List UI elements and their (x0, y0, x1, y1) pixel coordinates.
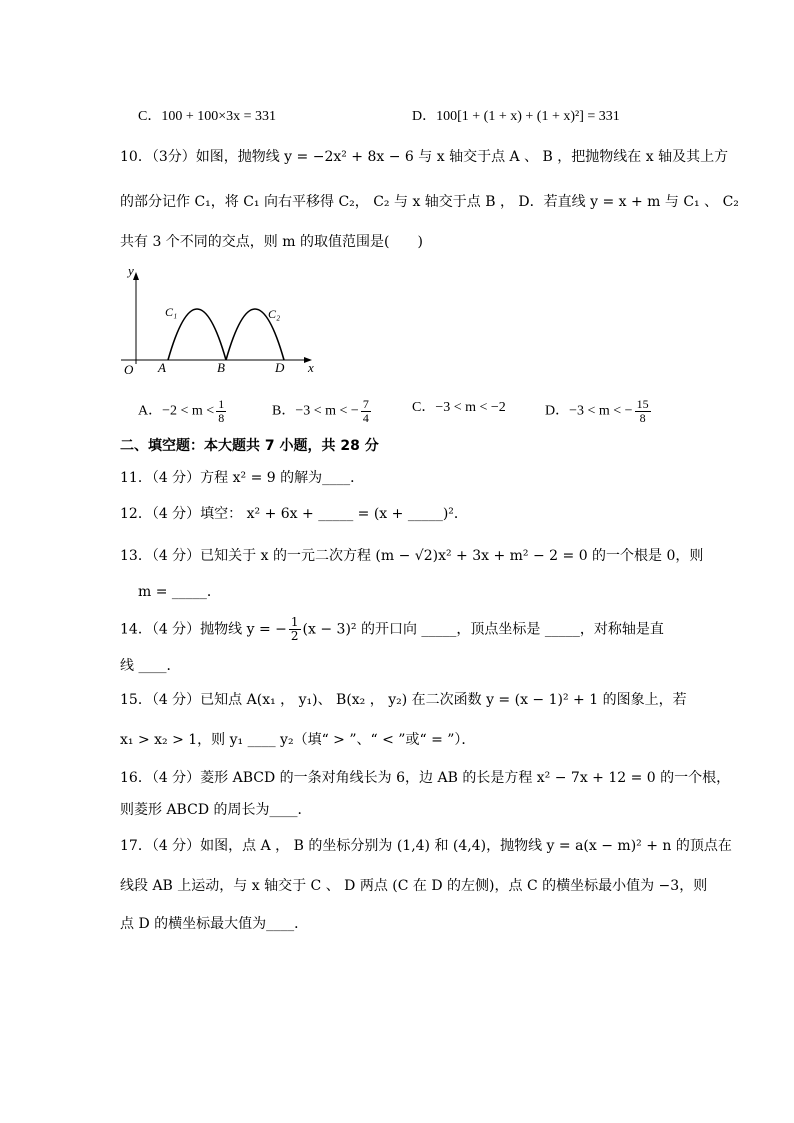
q9-option-d: D．100[1 + (1 + x) + (1 + x)²] = 331 (412, 109, 620, 124)
q17-line2: 线段 AB 上运动，与 x 轴交于 C 、 D 两点 (C 在 D 的左侧)，点 C 的横坐标最小值为 −3，则 (120, 878, 708, 894)
q17-line3: 点 D 的横坐标最大值为____． (120, 916, 309, 932)
q10-option-d: D．−3 < m < − $\frac{15}{8}$ (545, 397, 649, 425)
q10-option-a: A．−2 < m < $\frac{1}{8}$ (138, 397, 225, 425)
q11-text: 11．（4 分）方程 x² = 9 的解为____． (120, 470, 365, 486)
q10-option-c: C．−3 < m < −2 (412, 400, 506, 415)
q16-line1: 16．（4 分）菱形 ABCD 的一条对角线长为 6，边 AB 的长是方程 x² − 7x + 12 = 0 的一个根， (120, 770, 731, 786)
c1-label: C₁ (165, 305, 178, 319)
q10-parabola-figure (118, 262, 318, 382)
x-axis-label: x (308, 360, 314, 375)
q17-line1: 17．（4 分）如图，点 A ， B 的坐标分别为 (1,4) 和 (4,4)，抛物线 y = a(x − m)² + n 的顶点在 (120, 838, 732, 854)
q16-line2: 则菱形 ABCD 的周长为____． (120, 802, 312, 818)
y-axis-label: y (128, 263, 134, 278)
q12-text: 12．（4 分）填空： x² + 6x + _____ = (x + _____)²． (120, 506, 468, 522)
q15-line2: x₁ > x₂ > 1，则 y₁ ____ y₂（填“ > ”、“ < ”或“ = ”）． (120, 732, 476, 748)
q10-stem-line1: 10．（3分）如图，抛物线 y = −2x² + 8x − 6 与 x 轴交于点 A 、 B ，把抛物线在 x 轴及其上方 (120, 149, 729, 165)
q14-line2: 线 ____． (120, 658, 181, 674)
q13-line1: 13．（4 分）已知关于 x 的一元二次方程 (m − √2)x² + 3x + m² − 2 = 0 的一个根是 0，则 (120, 548, 704, 564)
q10-option-b: B．−3 < m < − $\frac{7}{4}$ (272, 397, 369, 425)
q9-option-c: C．100 + 100×3x = 331 (138, 109, 277, 124)
point-a-label: A (158, 360, 166, 375)
q10-stem-line3: 共有 3 个不同的交点，则 m 的取值范围是( ) (120, 234, 423, 250)
q10-stem-line2: 的部分记作 C₁，将 C₁ 向右平移得 C₂， C₂ 与 x 轴交于点 B ， D．若直线 y = x + m 与 C₁ 、 C₂ (120, 194, 739, 210)
section-2-title: 二、填空题：本大题共 7 小题，共 28 分 (120, 438, 379, 454)
q13-line2: m = _____． (138, 584, 221, 600)
origin-label: O (124, 362, 134, 377)
c2-label: C₂ (268, 307, 281, 321)
point-d-label: D (275, 360, 285, 375)
q15-line1: 15．（4 分）已知点 A(x₁ ， y₁)、 B(x₂ ， y₂) 在二次函数 y = (x − 1)² + 1 的图象上，若 (120, 692, 687, 708)
point-b-label: B (217, 360, 225, 375)
q14-line1: 14．（4 分）抛物线 y = − $\frac{1}{2}$ (x − 3)² 的开口向 _____，顶点坐标是 _____，对称轴是直 (120, 615, 664, 643)
